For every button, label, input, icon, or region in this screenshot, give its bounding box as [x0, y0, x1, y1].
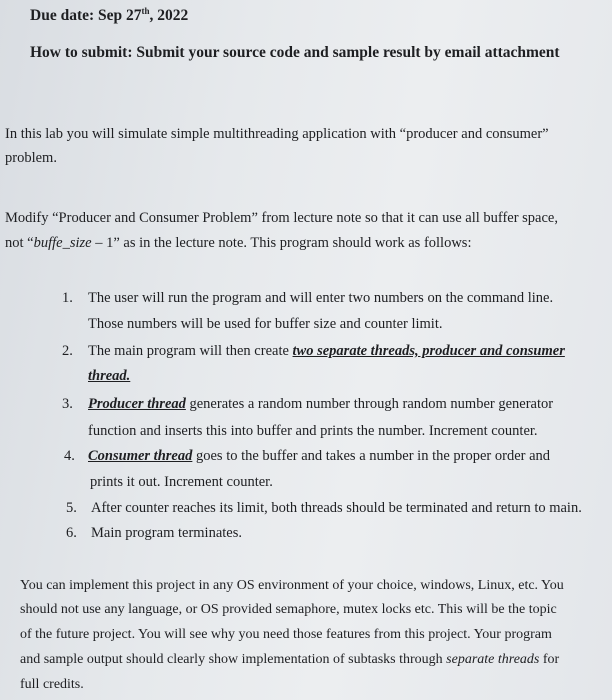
due-date-year: , 2022: [149, 7, 189, 25]
step-3-post: generates a random number through random number generator: [185, 396, 554, 412]
due-date-sup: th: [141, 6, 150, 16]
step-1-line-2: Those numbers will be used for buffer size and counter limit.: [88, 316, 443, 332]
due-date-label: Due date: Sep 27: [30, 7, 142, 25]
step-3-number: 3.: [62, 396, 73, 412]
closing-line-4: [20, 652, 559, 668]
closing-line-3: of the future project. You will see why you need those features from this project. Your program: [20, 627, 552, 642]
step-3-line-2: function and inserts this into buffer and prints the number. Increment counter.: [88, 423, 538, 439]
step-2-pre: The main program will then create: [88, 343, 293, 359]
step-3-emphasis: Producer thread: [88, 396, 186, 412]
intro-line-1: In this lab you will simulate simple multithreading application with “producer and consumer”: [5, 126, 549, 142]
closing-line-4-pre: and sample output should clearly show implementation of subtasks through: [20, 652, 447, 667]
step-4-line-2: prints it out. Increment counter.: [90, 474, 273, 490]
intro-line-2: problem.: [5, 150, 57, 166]
step-5-line-1: After counter reaches its limit, both threads should be terminated and return to main.: [91, 500, 582, 516]
step-2-line-1: [88, 343, 565, 360]
modify-line-2-post: – 1” as in the lecture note. This program should work as follows:: [91, 235, 472, 251]
closing-line-2: should not use any language, or OS provided semaphore, mutex locks etc. This will be the topic: [20, 602, 557, 617]
step-2-emphasis: two separate threads, producer and consumer: [292, 343, 565, 359]
step-3-line-1: [88, 396, 553, 413]
closing-line-5: full credits.: [20, 677, 84, 692]
modify-line-2-pre: not “: [5, 235, 34, 251]
submit-instructions: How to submit: Submit your source code and sample result by email attachment: [30, 44, 560, 61]
step-4-emphasis: Consumer thread: [88, 448, 193, 464]
step-4-post: goes to the buffer and takes a number in the proper order and: [192, 448, 551, 464]
step-4-line-1: [88, 448, 550, 465]
step-1-line-1: The user will run the program and will enter two numbers on the command line.: [88, 290, 554, 306]
modify-line-1: Modify “Producer and Consumer Problem” from lecture note so that it can use all buffer space,: [5, 210, 558, 226]
modify-line-2: [5, 235, 471, 252]
step-2-line-2: thread.: [88, 368, 131, 384]
step-4-number: 4.: [64, 448, 75, 464]
modify-line-2-italic: buffe_size: [33, 235, 92, 251]
due-date: [30, 6, 188, 25]
step-5-number: 5.: [66, 500, 77, 516]
step-1-number: 1.: [62, 290, 73, 306]
closing-line-4-post: for: [539, 652, 560, 667]
step-6-number: 6.: [66, 525, 77, 541]
closing-line-4-italic: separate threads: [446, 652, 540, 667]
step-6-line-1: Main program terminates.: [91, 525, 242, 541]
closing-line-1: You can implement this project in any OS environment of your choice, windows, Linux, etc. You: [20, 578, 564, 593]
step-2-number: 2.: [62, 343, 73, 359]
